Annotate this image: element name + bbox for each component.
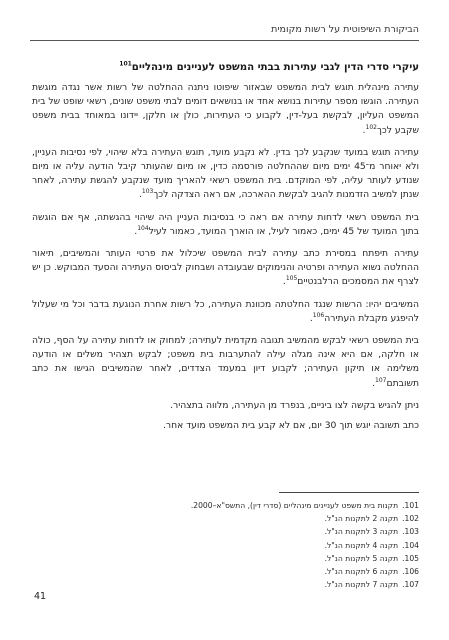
footnote-text: תקנה 2 לתקנות הנ"ל. <box>324 514 399 524</box>
footnote-text: תקנות בית משפט לעניינים מינהליים (סדרי דין), התשס"א–2000. <box>190 501 399 510</box>
footnotes-section <box>32 492 419 591</box>
footnote <box>32 499 419 512</box>
paragraph-tail: . <box>362 124 366 136</box>
paragraph <box>32 334 419 391</box>
footnote <box>32 539 419 552</box>
paragraph-text: ניתן להגיש בקשה לצו ביניים, בנפרד מן העתירה, מלווה בתצהיר. <box>170 399 419 411</box>
section-title-text: עיקרי סדרי הדין לגבי עתירות בבתי המשפט לעניינים מינהליים <box>131 62 419 73</box>
footnote-ref: 106 <box>312 311 325 319</box>
footnote-text: תקנה 3 לתקנות הנ"ל. <box>324 527 399 537</box>
paragraph-text: בית המשפט רשאי לדחות עתירה אם ראה כי בנסיבות העניין היה שיהוי בהגשתה, אף אם הוגשה בתוך המועד של 45 ימים, כאמור לעיל, או הוארך המועד, כאמור לעיל <box>32 211 419 237</box>
footnote-number: 106. <box>402 567 419 577</box>
paragraph-text: עתירה מינהלית תוגש לבית המשפט שבאזור שיפוטו ניתנה ההחלטה של רשות אשר נגדה מוגשת העתירה. הוגשו מספר עתירות בנושא אחד או בנושאים דומים לבתי משפט שונים, רשאי שופט של בית המשפט העליון, לבקשת בעל-דין, לקבוע כי העתירות, כולן או חלקן, יידונו במאוחד בבית משפט שקבע לכך <box>32 82 419 136</box>
footnote-number: 103. <box>402 527 419 537</box>
paragraph-tail: . <box>134 225 138 237</box>
footnote-text: תקנה 7 לתקנות הנ"ל. <box>324 580 399 590</box>
page-number: 41 <box>34 591 47 602</box>
footnote-text: תקנה 4 לתקנות הנ"ל. <box>324 540 399 550</box>
paragraph <box>32 81 419 138</box>
paragraph-tail: . <box>309 312 313 324</box>
footnote-number: 107. <box>402 580 419 590</box>
paragraph <box>32 211 419 239</box>
footnote-text: תקנה 6 לתקנות הנ"ל. <box>324 567 399 577</box>
footnote <box>32 552 419 565</box>
footnote-rule <box>279 492 419 493</box>
footnote-number: 101. <box>402 501 419 510</box>
paragraph <box>32 146 419 203</box>
footnote <box>32 512 419 525</box>
section-title <box>32 60 419 75</box>
header-rule <box>30 40 419 41</box>
paragraph <box>32 399 419 413</box>
footnote-ref: 105 <box>285 275 298 283</box>
paragraph-text: בית המשפט רשאי לבקש מהמשיב תגובה מקדמית לעתירה; למחוק או לדחות עתירה על הסף, כולה או חלקה, אם היא אינה מגלה עילה להתערבות בית משפט; לבקש תצהיר משלים או הודעה משלימה או תיקון העתירה; לקבוע דיון במעמד הצדדים, לאחר שהמשיבים הגישו את כתב תשובתם <box>32 335 419 389</box>
footnote-text: תקנה 5 לתקנות הנ"ל. <box>324 553 399 563</box>
footnote-number: 102. <box>402 514 419 524</box>
paragraph-tail: . <box>138 189 142 201</box>
paragraph-text: המשיבים יהיו: הרשות שנגד החלטתה מכוונת העתירה, כל רשות אחרת הנוגעת בדבר וכל מי שעלול להיפגע מקבלת העתירה <box>32 298 419 324</box>
paragraph <box>32 419 419 433</box>
footnote-ref: 107 <box>375 376 387 384</box>
footnote-ref: 102 <box>365 123 377 131</box>
footnote <box>32 525 419 538</box>
paragraph-text: עתירה תוגש במועד שנקבע לכך בדין. לא נקבע מועד, תוגש העתירה בלא שיהוי, לפי נסיבות העניין, ולא יאוחר מ־45 ימים מיום שההחלטה פורסמה כדין, או מיום שהעותר קיבל הודעה עליה או מיום שנודע לעותר עליה, לפי המוקדם. בית המשפט רשאי להאריך מועד שנקבע להגשת עתירה, לאחר שנתן למשיב הזדמנות להגיב לבקשת ההארכה, אם ראה הצדקה לכך <box>32 146 420 201</box>
paragraph-text: כתב תשובה יוגש תוך 30 יום, אם לא קבע בית המשפט מועד אחר. <box>162 420 419 432</box>
main-content <box>32 60 419 439</box>
running-header: הביקורת השיפוטית על רשות מקומית <box>271 24 419 35</box>
footnote-ref: 101 <box>119 60 132 68</box>
paragraph <box>32 298 419 326</box>
paragraph <box>32 247 419 290</box>
paragraph-tail: . <box>372 377 376 389</box>
paragraph-tail: . <box>282 276 286 288</box>
footnote-number: 105. <box>402 553 419 563</box>
footnote <box>32 578 419 591</box>
footnote <box>32 565 419 578</box>
footnote-ref: 104 <box>137 224 149 232</box>
footnote-ref: 103 <box>141 188 154 196</box>
footnote-number: 104. <box>402 540 419 550</box>
paragraph-text: עתירה תיפתח במסירת כתב עתירה לבית המשפט שיכלול את פרטי העותר והמשיבים, תיאור ההחלטה נשוא העתירה ופרטיה והנימוקים שבעובדה ושבחוק לביסוס העתירה והסעד המבוקש. כן יש לצרף את המסמכים הרלבנטיים <box>32 248 419 288</box>
